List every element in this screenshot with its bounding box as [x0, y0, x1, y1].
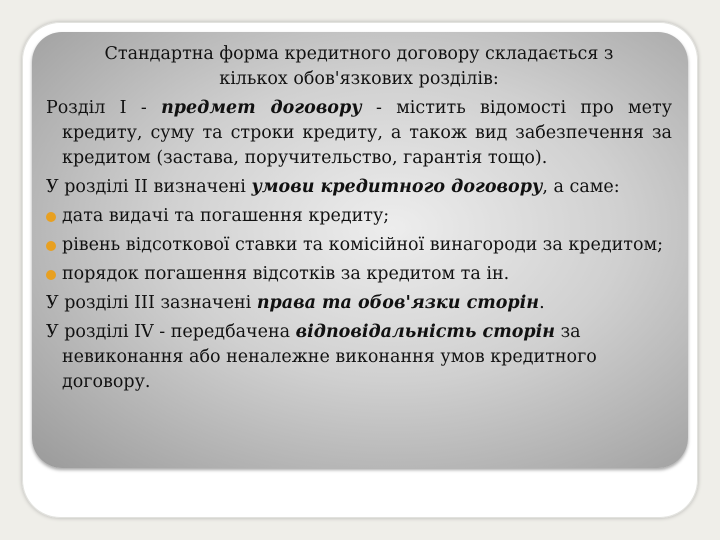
section-4-paragraph: [46, 320, 672, 395]
section-4-emphasis: відповідальність сторін: [295, 322, 556, 342]
section-3-suffix: .: [539, 293, 545, 313]
section-1-emphasis: предмет договору: [161, 98, 362, 118]
intro-text: Стандартна форма кредитного договору складається з кількох обов'язкових розділів:: [104, 44, 614, 89]
bullet-item: [46, 233, 672, 258]
section-3-emphasis: права та обов'язки сторін: [256, 293, 540, 313]
bullet-dot-icon: [46, 241, 56, 251]
section-1-paragraph: [46, 96, 672, 171]
section-1-prefix: Розділ І -: [46, 98, 162, 118]
section-3-paragraph: [46, 291, 672, 316]
bullet-text: рівень відсоткової ставки та комісійної винагороди за кредитом;: [62, 235, 663, 255]
section-1-suffix: - містить відомості про мету кредиту, суму та строки кредиту, а також вид забезпечення за кредитом (застава, поручительство, гарантія тощо).: [62, 98, 672, 168]
bullet-text: порядок погашення відсотків за кредитом та ін.: [62, 264, 510, 284]
section-2-paragraph: [46, 175, 672, 200]
slide-text: [46, 42, 672, 399]
section-4-prefix: У розділі IV - передбачена: [46, 322, 296, 342]
section-4-suffix: за невиконання або неналежне виконання умов кредитного договору.: [62, 322, 597, 392]
section-2-prefix: У розділі ІІ визначені: [46, 177, 252, 197]
section-3-prefix: У розділі ІІІ зазначені: [46, 293, 257, 313]
bullet-dot-icon: [46, 212, 56, 222]
bullet-item: [46, 204, 672, 229]
bullet-item: [46, 262, 672, 287]
bullet-dot-icon: [46, 270, 56, 280]
content-panel: [32, 32, 688, 468]
bullet-text: дата видачі та погашення кредиту;: [62, 206, 390, 226]
section-2-suffix: , а саме:: [542, 177, 620, 197]
section-2-emphasis: умови кредитного договору: [251, 177, 543, 197]
